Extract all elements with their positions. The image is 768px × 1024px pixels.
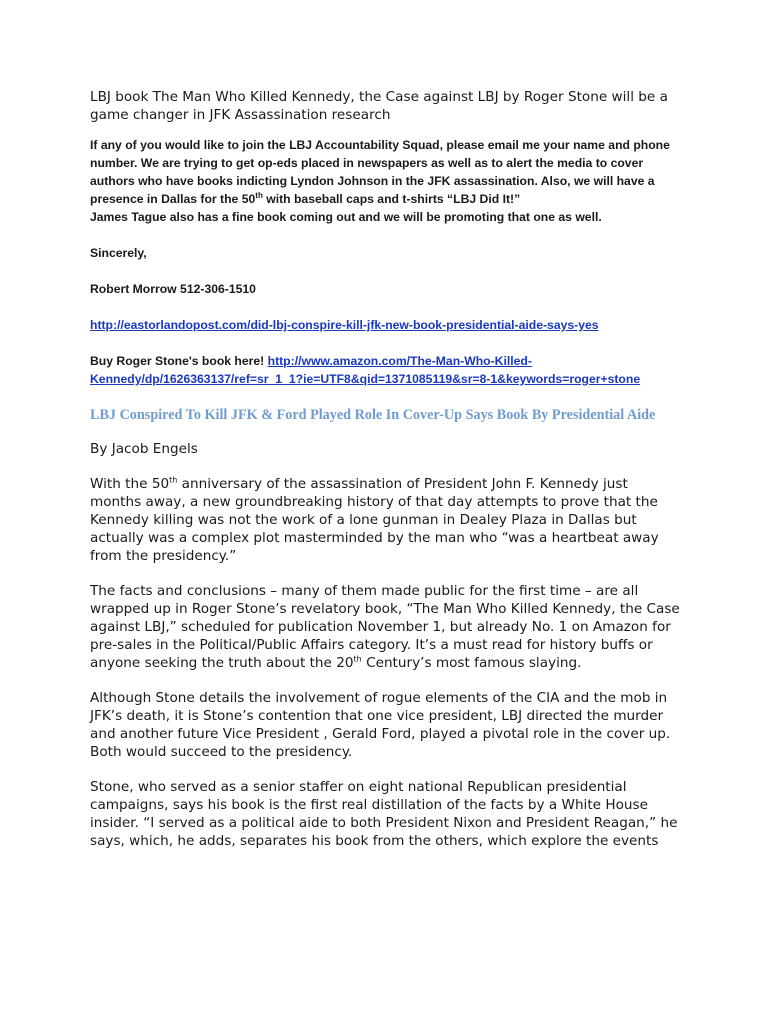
p2-superscript: th xyxy=(353,654,362,664)
document-page xyxy=(90,88,680,867)
squad-text xyxy=(90,136,680,208)
intro-paragraph: LBJ book The Man Who Killed Kennedy, the Case against LBJ by Roger Stone will be a game changer in JFK Assassination research xyxy=(90,89,668,123)
squad-text-tail: with baseball caps and t-shirts “LBJ Did It!” xyxy=(262,192,521,206)
article-link-paragraph xyxy=(90,316,680,334)
p1-text-a: With the 50 xyxy=(90,476,170,492)
closing-text: Sincerely, xyxy=(90,246,147,260)
squad-text-main: If any of you would like to join the LBJ Accountability Squad, please email me your name and phone number. We are trying to get op-eds placed in newspapers as well as to alert the media to cover authors who have books indicting Lyndon Johnson in the JFK assassination. Also, we will have a presence in Dallas for the 50 xyxy=(90,138,670,206)
p2-text-a: The facts and conclusions – many of them made public for the first time – are all wrapped up in Roger Stone’s revelatory book, “The Man Who Killed Kennedy, the Case against LBJ,” scheduled for publication November 1, but already No. 1 on Amazon for pre-sales in the Political/Public Affairs category. It’s a must read for history buffs or anyone seeking the truth about the 20 xyxy=(90,583,680,671)
byline: By Jacob Engels xyxy=(90,441,198,457)
p1-superscript: th xyxy=(169,475,178,485)
p1-text-b: anniversary of the assassination of President John F. Kennedy just months away, a new groundbreaking history of that day attempts to prove that the Kennedy killing was not the work of a lone gunman in Dealey Plaza in Dallas but actually was a complex plot masterminded by the man who “was a heartbeat away from the presidency.” xyxy=(90,476,659,564)
article-headline: LBJ Conspired To Kill JFK & Ford Played Role In Cover-Up Says Book By Presidential Aide xyxy=(90,407,656,423)
buy-paragraph xyxy=(90,352,680,388)
amazon-link[interactable]: http://www.amazon.com/The-Man-Who-Killed-Kennedy/dp/1626363137/ref=sr_1_1?ie=UTF8&qid=1371085119&sr=8-1&keywords=roger+stone xyxy=(90,354,641,386)
squad-paragraph xyxy=(90,136,680,226)
body-paragraph-4: Stone, who served as a senior staffer on eight national Republican presidential campaigns, says his book is the first real distillation of the facts by a White House insider. “I served as a political aide to both President Nixon and President Reagan,” he says, which, he adds, separates his book from the others, which explore the events xyxy=(90,779,678,849)
squad-superscript: th xyxy=(255,190,263,200)
body-paragraph-1 xyxy=(90,475,680,565)
body-paragraph-2 xyxy=(90,582,680,672)
body-paragraph-3: Although Stone details the involvement of rogue elements of the CIA and the mob in JFK’s death, it is Stone’s contention that one vice president, LBJ directed the murder and another future Vice President , Gerald Ford, played a pivotal role in the cover up. Both would succeed to the presidency. xyxy=(90,690,671,760)
article-link[interactable]: http://eastorlandopost.com/did-lbj-conspire-kill-jfk-new-book-presidential-aide-says-yes xyxy=(90,318,599,332)
signature-text: Robert Morrow 512-306-1510 xyxy=(90,282,256,296)
buy-label: Buy Roger Stone's book here! xyxy=(90,354,268,368)
tague-text: James Tague also has a fine book coming out and we will be promoting that one as well. xyxy=(90,210,602,224)
p2-text-b: Century’s most famous slaying. xyxy=(361,655,582,671)
